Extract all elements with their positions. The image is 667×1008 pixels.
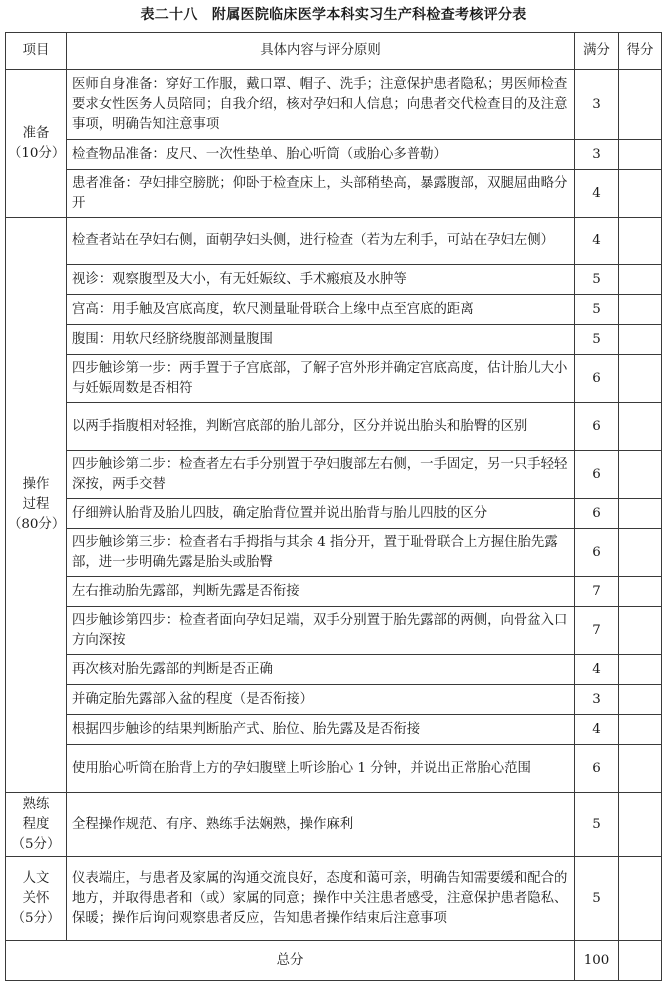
criteria-text: 患者准备：孕妇排空膀胱；仰卧于检查床上，头部稍垫高，暴露腹部，双腿屈曲略分开 [67,170,575,218]
score-cell[interactable] [619,325,662,355]
criteria-text: 四步触诊第三步：检查者右手拇指与其余 4 指分开，置于耻骨联合上方握住胎先露部，进一步明确先露是胎头或胎臀 [67,529,575,577]
full-score-value: 5 [575,325,619,355]
score-cell[interactable] [619,451,662,499]
criteria-text: 以两手指腹相对轻推，判断宫底部的胎儿部分，区分并说出胎头和胎臀的区别 [67,403,575,451]
table-row [6,325,662,355]
criteria-text: 仪表端庄，与患者及家属的沟通交流良好，态度和蔼可亲，明确告知需要缓和配合的地方，并取得患者和（或）家属的同意；操作中关注患者感受，注意保护患者隐私、保暖；操作后询问观察患者反应，告知患者操作结束后注意事项 [67,857,575,941]
table-row [6,607,662,655]
category-label-line: 关怀 [22,890,50,906]
header-row [6,33,662,70]
score-cell[interactable] [619,655,662,685]
full-score-value: 6 [575,355,619,403]
criteria-text: 使用胎心听筒在胎背上方的孕妇腹壁上听诊胎心 1 分钟，并说出正常胎心范围 [67,745,575,793]
score-cell[interactable] [619,295,662,325]
header-full-score: 满分 [575,33,619,70]
full-score-value: 6 [575,745,619,793]
category-cell [6,70,67,218]
score-cell[interactable] [619,685,662,715]
full-score-value: 6 [575,403,619,451]
total-score-cell[interactable] [619,941,662,981]
score-cell[interactable] [619,715,662,745]
header-score: 得分 [619,33,662,70]
criteria-text: 腹围：用软尺经脐绕腹部测量腹围 [67,325,575,355]
table-row [6,451,662,499]
category-cell [6,857,67,941]
criteria-text: 视诊：观察腹型及大小，有无妊娠纹、手术瘢痕及水肿等 [67,265,575,295]
score-cell[interactable] [619,857,662,941]
table-row [6,793,662,857]
category-label-line: 人文 [22,870,50,886]
criteria-text: 并确定胎先露部入盆的程度（是否衔接） [67,685,575,715]
score-cell[interactable] [619,793,662,857]
score-cell[interactable] [619,499,662,529]
category-label-line: 程度 [22,816,50,832]
full-score-value: 7 [575,607,619,655]
full-score-value: 4 [575,170,619,218]
table-row [6,685,662,715]
criteria-text: 四步触诊第四步：检查者面向孕妇足端，双手分别置于胎先露部的两侧，向骨盆入口方向深按 [67,607,575,655]
score-cell[interactable] [619,218,662,265]
page-title: 表二十八 附属医院临床医学本科实习生产科检查考核评分表 [140,7,527,23]
criteria-text: 根据四步触诊的结果判断胎产式、胎位、胎先露及是否衔接 [67,715,575,745]
score-cell[interactable] [619,140,662,170]
table-row [6,295,662,325]
header-content: 具体内容与评分原则 [67,33,575,70]
full-score-value: 4 [575,655,619,685]
table-row [6,218,662,265]
table-row [6,70,662,140]
full-score-value: 4 [575,218,619,265]
category-label-line: 准备 [22,125,50,141]
full-score-value: 6 [575,451,619,499]
full-score-value: 6 [575,499,619,529]
criteria-text: 检查者站在孕妇右侧，面朝孕妇头侧，进行检查（若为左利手，可站在孕妇左侧） [67,218,575,265]
score-cell[interactable] [619,170,662,218]
table-row [6,403,662,451]
score-cell[interactable] [619,607,662,655]
score-cell[interactable] [619,70,662,140]
full-score-value: 5 [575,857,619,941]
score-cell[interactable] [619,355,662,403]
criteria-text: 四步触诊第一步：两手置于子宫底部，了解子宫外形并确定宫底高度，估计胎儿大小与妊娠周数是否相符 [67,355,575,403]
full-score-value: 5 [575,295,619,325]
table-row [6,715,662,745]
full-score-value: 7 [575,577,619,607]
category-label-line: （10分） [8,145,66,161]
criteria-text: 全程操作规范、有序、熟练手法娴熟，操作麻利 [67,793,575,857]
category-cell [6,793,67,857]
total-row [6,941,662,981]
table-row [6,529,662,577]
criteria-text: 医师自身准备：穿好工作服，戴口罩、帽子、洗手；注意保护患者隐私；男医师检查要求女性医务人员陪同；自我介绍，核对孕妇和人信息；向患者交代检查目的及注意事项，明确告知注意事项 [67,70,575,140]
criteria-text: 仔细辨认胎背及胎儿四肢，确定胎背位置并说出胎背与胎儿四肢的区分 [67,499,575,529]
category-cell [6,218,67,793]
score-cell[interactable] [619,529,662,577]
category-label-line: （5分） [11,910,61,926]
category-label-line: 操作 [22,477,50,492]
full-score-value: 3 [575,70,619,140]
category-label-line: 熟练 [22,796,50,812]
category-label-line: （80分） [8,517,66,532]
criteria-text: 检查物品准备：皮尺、一次性垫单、胎心听筒（或胎心多普勒） [67,140,575,170]
score-cell[interactable] [619,265,662,295]
table-row [6,355,662,403]
full-score-value: 5 [575,793,619,857]
table-row [6,265,662,295]
table-row [6,577,662,607]
criteria-text: 宫高：用手触及宫底高度，软尺测量耻骨联合上缘中点至宫底的距离 [67,295,575,325]
table-row [6,499,662,529]
table-row [6,857,662,941]
header-item: 项目 [6,33,67,70]
score-table [5,32,662,981]
total-full-score: 100 [575,941,619,981]
score-cell[interactable] [619,577,662,607]
table-row [6,745,662,793]
criteria-text: 左右推动胎先露部，判断先露是否衔接 [67,577,575,607]
table-body [6,70,662,941]
table-row [6,140,662,170]
full-score-value: 3 [575,685,619,715]
score-cell[interactable] [619,403,662,451]
criteria-text: 四步触诊第二步：检查者左右手分别置于孕妇腹部左右侧，一手固定，另一只手轻轻深按，两手交替 [67,451,575,499]
full-score-value: 5 [575,265,619,295]
total-label: 总分 [6,941,575,981]
category-label-line: 过程 [22,497,50,512]
criteria-text: 再次核对胎先露部的判断是否正确 [67,655,575,685]
full-score-value: 4 [575,715,619,745]
full-score-value: 6 [575,529,619,577]
table-row [6,655,662,685]
category-label-line: （5分） [11,836,61,852]
score-cell[interactable] [619,745,662,793]
full-score-value: 3 [575,140,619,170]
table-row [6,170,662,218]
